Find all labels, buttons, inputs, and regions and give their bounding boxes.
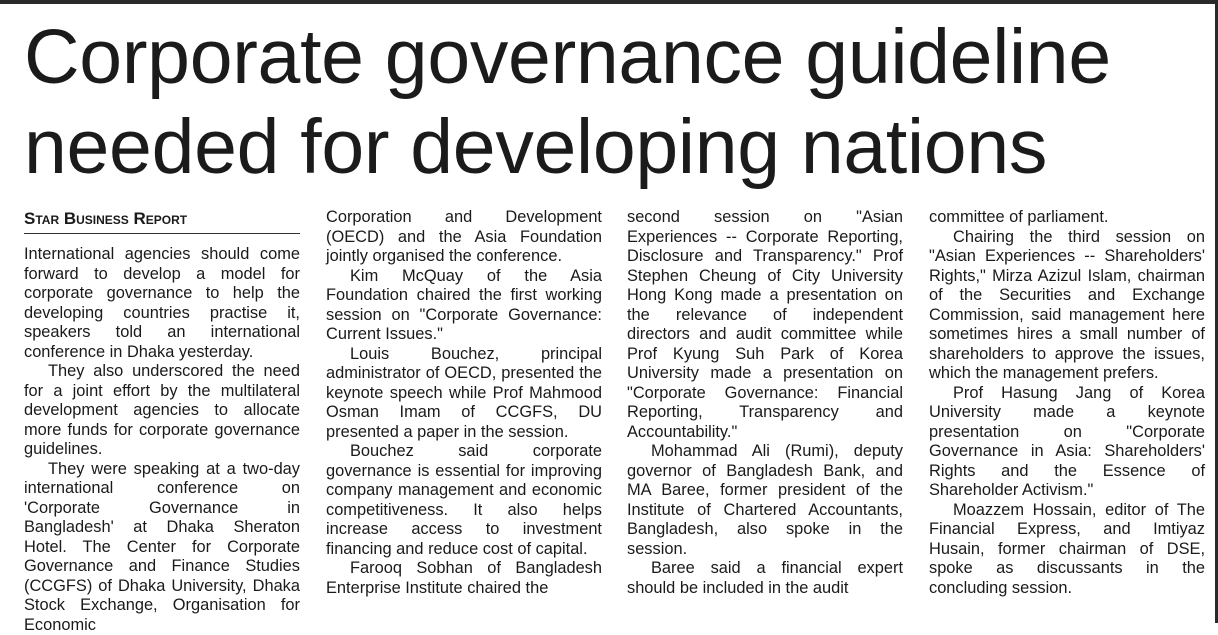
article-column-4 [929, 208, 1205, 598]
headline: Corporate governance guideline needed for developing nations [24, 12, 1214, 192]
article-column-1 [24, 245, 300, 635]
byline: Star Business Report [24, 208, 300, 234]
article-column-2 [326, 208, 602, 598]
paragraph: Louis Bouchez, principal administrator of OECD, presented the keynote speech while Prof Mahmood Osman Imam of CCGFS, DU presented a paper in the session. [326, 345, 602, 443]
paragraph: Farooq Sobhan of Bangladesh Enterprise Institute chaired the [326, 559, 602, 598]
paragraph: committee of parliament. [929, 208, 1205, 228]
top-rule [0, 0, 1218, 4]
article-column-3 [627, 208, 903, 598]
paragraph: Prof Hasung Jang of Korea University made a keynote presentation on "Corporate Governance in Asia: Shareholders' Rights and the Essence of Shareholder Activism." [929, 384, 1205, 501]
paragraph: Bouchez said corporate governance is essential for improving company management and economic competitiveness. It also helps increase access to investment financing and reduce cost of capital. [326, 442, 602, 559]
paragraph: Chairing the third session on "Asian Experiences -- Shareholders' Rights," Mirza Azizul Islam, chairman of the Securities and Exchange Commission, said management here sometimes hires a small number of shareholders to approve the issues, which the management prefers. [929, 228, 1205, 384]
paragraph: They also underscored the need for a joint effort by the multilateral development agencies to allocate more funds for corporate governance guidelines. [24, 362, 300, 460]
paragraph: second session on "Asian Experiences -- Corporate Reporting, Disclosure and Transparency." Prof Stephen Cheung of City University Hong Kong made a presentation on the relevance of independent directors and audit committee while Prof Kyung Suh Park of Korea University made a presentation on "Corporate Governance: Financial Reporting, Transparency and Accountability." [627, 208, 903, 442]
paragraph: They were speaking at a two-day international conference on 'Corporate Governance in Bangladesh' at Dhaka Sheraton Hotel. The Center for Corporate Governance and Finance Studies (CCGFS) of Dhaka University, Dhaka Stock Exchange, Organisation for Economic [24, 460, 300, 635]
paragraph: Moazzem Hossain, editor of The Financial Express, and Imtiyaz Husain, former chairman of DSE, spoke as discussants in the concluding session. [929, 501, 1205, 599]
paragraph: International agencies should come forward to develop a model for corporate governance to help the developing countries practise it, speakers told an international conference in Dhaka yesterday. [24, 245, 300, 362]
paragraph: Corporation and Development (OECD) and the Asia Foundation jointly organised the conference. [326, 208, 602, 267]
paragraph: Kim McQuay of the Asia Foundation chaired the first working session on "Corporate Governance: Current Issues." [326, 267, 602, 345]
paragraph: Baree said a financial expert should be included in the audit [627, 559, 903, 598]
paragraph: Mohammad Ali (Rumi), deputy governor of Bangladesh Bank, and MA Baree, former president of the Institute of Chartered Accountants, Bangladesh, also spoke in the session. [627, 442, 903, 559]
